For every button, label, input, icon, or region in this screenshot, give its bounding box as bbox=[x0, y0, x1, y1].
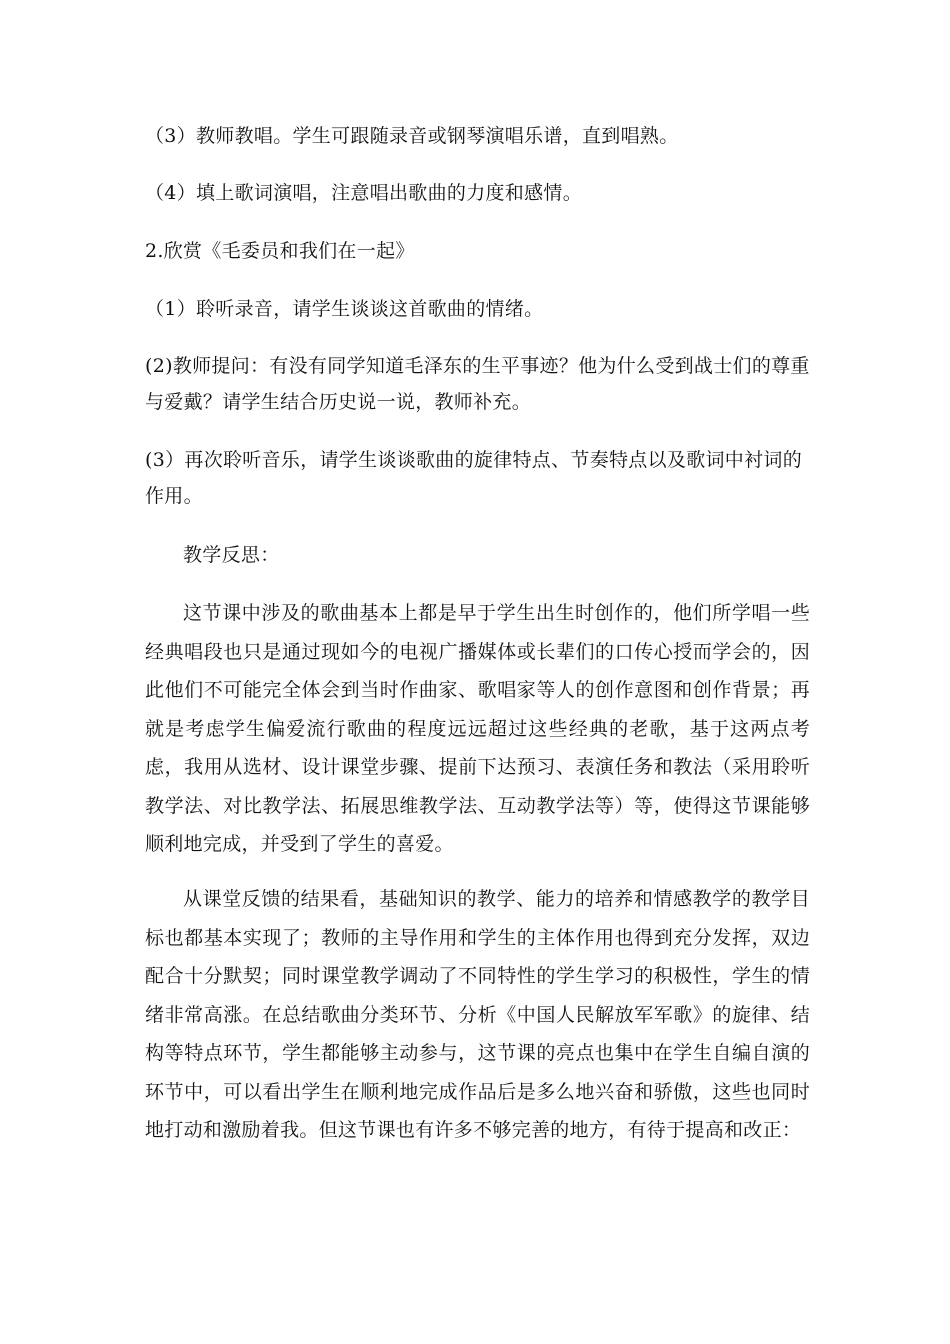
reflection-heading: 教学反思： bbox=[183, 544, 280, 566]
listen-step-1: （1）聆听录音，请学生谈谈这首歌曲的情绪。 bbox=[145, 298, 544, 320]
reflection-paragraph-2: 从课堂反馈的结果看，基础知识的教学、能力的培养和情感教学的教学目标也都基本实现了；教师的主导作用和学生的主体作用也得到充分发挥，双边配合十分默契；同时课堂教学调动了不同特性的学生学习的积极性，学生的情绪非常高涨。在总结歌曲分类环节、分析《中国人民解放军军歌》的旋律、结构等特点环节，学生都能够主动参与，这节课的亮点也集中在学生自编自演的环节中，可以看出学生在顺利地完成作品后是多么地兴奋和骄傲，这些也同时地打动和激励着我。但这节课也有许多不够完善的地方，有待于提高和改正： bbox=[145, 888, 810, 1141]
step-3-teach-singing: （3）教师教唱。学生可跟随录音或钢琴演唱乐谱，直到唱熟。 bbox=[145, 125, 679, 147]
listen-step-2: (2)教师提问：有没有同学知道毛泽东的生平事迹？他为什么受到战士们的尊重与爱戴？请学生结合历史说一说，教师补充。 bbox=[145, 355, 810, 413]
listen-step-3: (3）再次聆听音乐，请学生谈谈歌曲的旋律特点、节奏特点以及歌词中衬词的作用。 bbox=[145, 449, 803, 507]
section-2-heading: 2.欣赏《毛委员和我们在一起》 bbox=[145, 240, 415, 262]
reflection-paragraph-1: 这节课中涉及的歌曲基本上都是早于学生出生时创作的，他们所学唱一些经典唱段也只是通过现如今的电视广播媒体或长辈们的口传心授而学会的，因此他们不可能完全体会到当时作曲家、歌唱家等人的创作意图和创作背景；再就是考虑学生偏爱流行歌曲的程度远远超过这些经典的老歌，基于这两点考虑，我用从选材、设计课堂步骤、提前下达预习、表演任务和教法（采用聆听教学法、对比教学法、拓展思维教学法、互动教学法等）等，使得这节课能够顺利地完成，并受到了学生的喜爱。 bbox=[145, 602, 810, 855]
step-4-add-lyrics: （4）填上歌词演唱，注意唱出歌曲的力度和感情。 bbox=[145, 182, 582, 204]
